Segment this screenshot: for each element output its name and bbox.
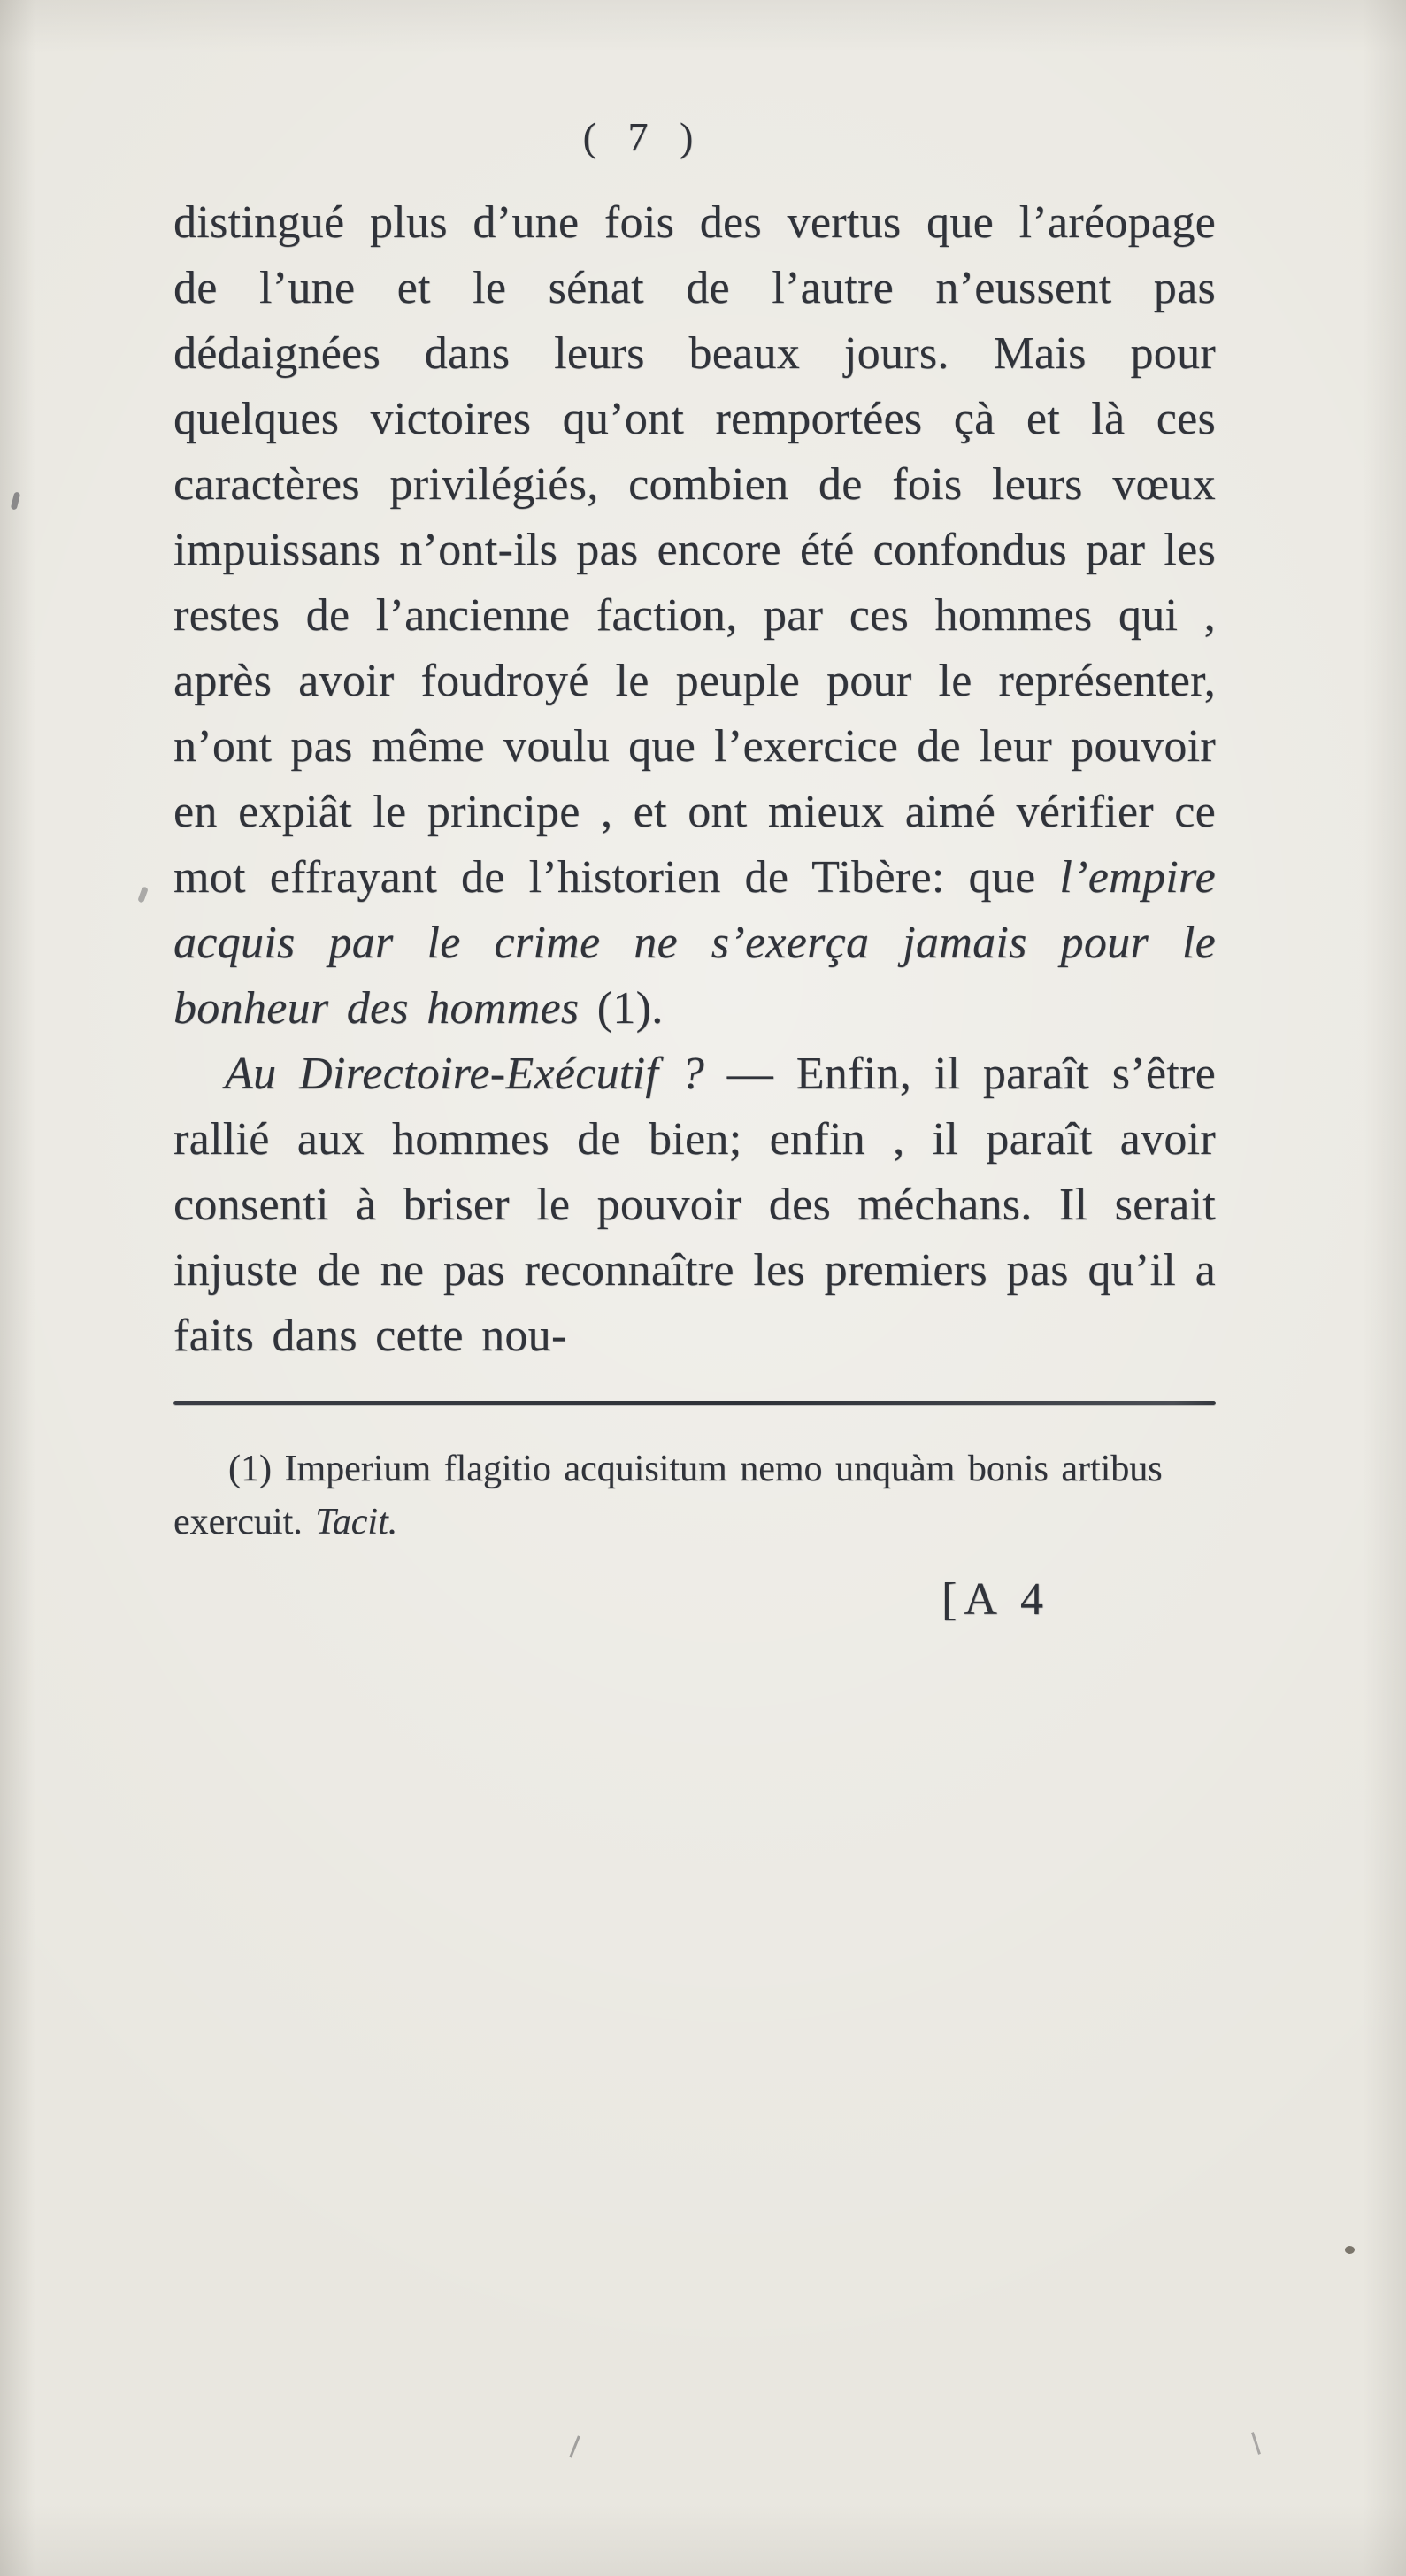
ink-speck — [569, 2435, 580, 2457]
ink-speck — [1251, 2432, 1261, 2455]
ink-speck — [1345, 2246, 1355, 2254]
paragraph-2 — [173, 1042, 1216, 1369]
page-number-header: ( 7 ) — [582, 114, 704, 159]
footnote-source: Tacit. — [315, 1502, 398, 1542]
signature-mark: [A 4 — [941, 1574, 1050, 1625]
paragraph-1 — [173, 190, 1216, 1042]
paragraph-2-heading: Au Directoire-Exécutif ? — [225, 1049, 727, 1099]
ink-speck — [137, 886, 149, 903]
footnote-text: (1) Imperium flagitio acquisitum nemo unquàm bonis artibus exercuit. — [173, 1449, 1163, 1542]
ink-speck — [11, 491, 21, 510]
paragraph-1-latin-quote: l’empire acquis par le crime ne s’exerça jamais pour le bonheur des hommes — [173, 852, 1216, 1034]
paragraph-1-footnote-ref: (1). — [579, 983, 664, 1034]
footnote-divider — [173, 1401, 1216, 1405]
page-text-block — [173, 113, 1216, 1626]
paragraph-1-text: distingué plus d’une fois des vertus que l’aréopage de l’une et le sénat de l’autre n’eussent pas dédaignées dans leurs beaux jours. Mais pour quelques victoires qu’ont remportées çà et là ces caractères privilégiés, combien de fois leurs vœux impuissans n’ont-ils pas encore été confondus par les restes de l’ancienne faction, par ces hommes qui , après avoir foudroyé le peuple pour le représenter, n’ont pas même voulu que l’exercice de leur pouvoir en expiât le principe , et ont mieux aimé vérifier ce mot effrayant de l’historien de Tibère: que — [173, 197, 1216, 903]
paragraph-2-text: — Enfin, il paraît s’être rallié aux hommes de bien; enfin , il paraît avoir consenti à briser le pouvoir des méchans. Il serait injuste de ne pas reconnaître les premiers pas qu’il a faits dans cette nou- — [173, 1049, 1216, 1361]
footnote — [173, 1442, 1216, 1549]
